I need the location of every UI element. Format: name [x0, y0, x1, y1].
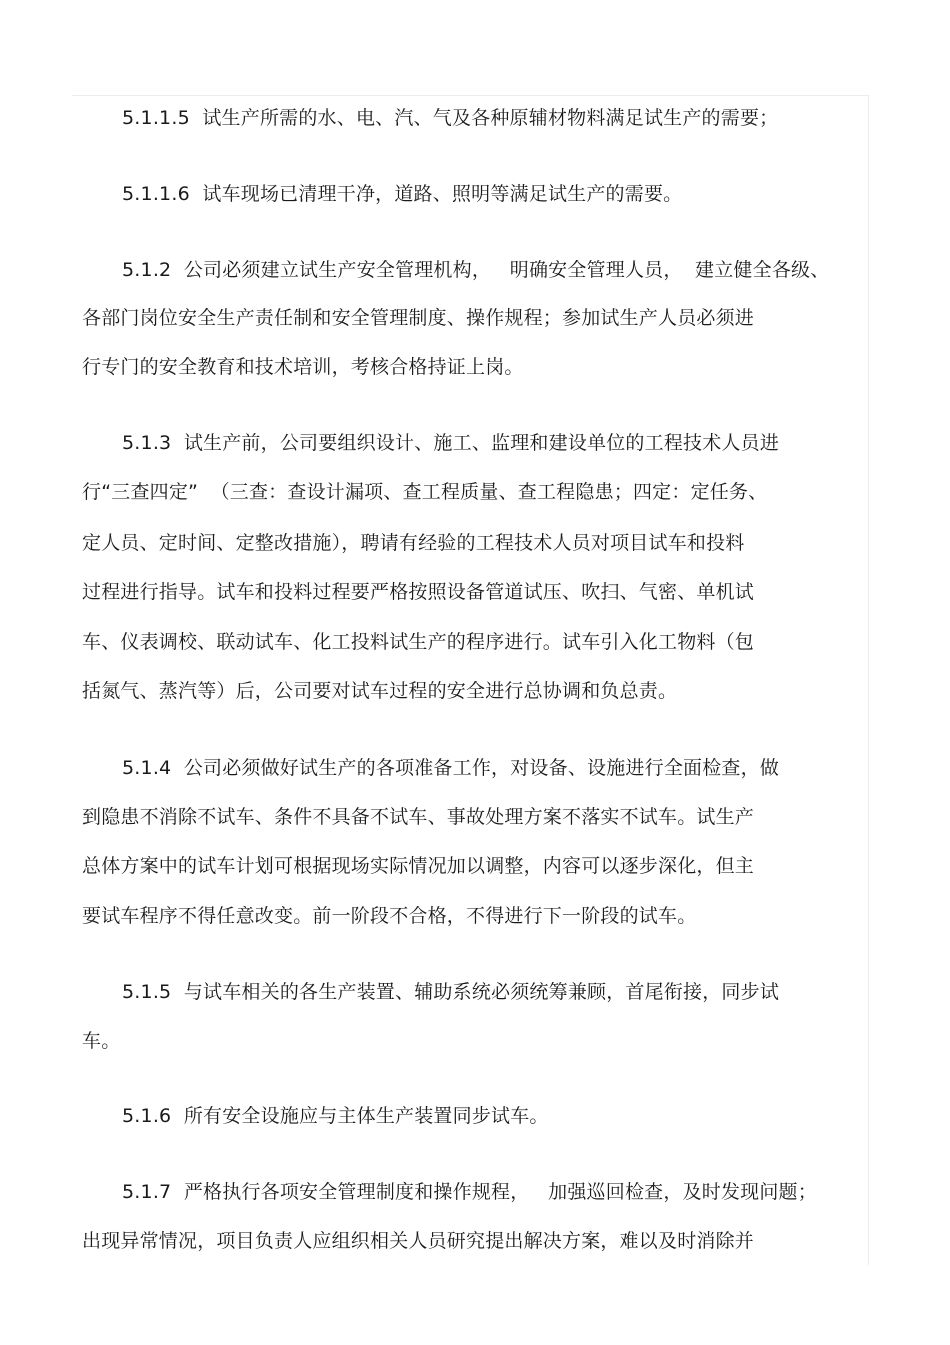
clause-5-1-3-line-1: 5.1.3 试生产前，公司要组织设计、施工、监理和建设单位的工程技术人员进 — [122, 432, 780, 454]
clause-5-1-4-line-3: 总体方案中的试车计划可根据现场实际情况加以调整，内容可以逐步深化，但主 — [82, 855, 755, 877]
clause-5-1-1-6-line-1: 5.1.1.6 试车现场已清理干净，道路、照明等满足试生产的需要。 — [122, 183, 683, 205]
clause-5-1-3-line-5: 车、仪表调校、联动试车、化工投料试生产的程序进行。试车引入化工物料（包 — [82, 631, 755, 653]
clause-5-1-3-line-6: 括氮气、蒸汽等）后，公司要对试车过程的安全进行总协调和负总责。 — [82, 680, 678, 702]
clause-5-1-2-line-1: 5.1.2 公司必须建立试生产安全管理机构， 明确安全管理人员， 建立健全各级、 — [122, 259, 830, 281]
clause-5-1-3-line-4: 过程进行指导。试车和投料过程要严格按照设备管道试压、吹扫、气密、单机试 — [82, 581, 755, 603]
clause-5-1-7-line-2: 出现异常情况，项目负责人应组织相关人员研究提出解决方案，难以及时消除并 — [82, 1230, 755, 1252]
clause-5-1-4-line-1: 5.1.4 公司必须做好试生产的各项准备工作，对设备、设施进行全面检查，做 — [122, 757, 780, 779]
clause-5-1-5-line-1: 5.1.5 与试车相关的各生产装置、辅助系统必须统筹兼顾，首尾衔接，同步试 — [122, 981, 780, 1003]
clause-5-1-2-line-3: 行专门的安全教育和技术培训，考核合格持证上岗。 — [82, 356, 524, 378]
clause-5-1-4-line-2: 到隐患不消除不试车、条件不具备不试车、事故处理方案不落实不试车。试生产 — [82, 806, 755, 828]
clause-5-1-1-5-line-1: 5.1.1.5 试生产所需的水、电、汽、气及各种原辅材物料满足试生产的需要； — [122, 107, 779, 129]
clause-5-1-6-line-1: 5.1.6 所有安全设施应与主体生产装置同步试车。 — [122, 1105, 549, 1127]
clause-5-1-7-line-1: 5.1.7 严格执行各项安全管理制度和操作规程， 加强巡回检查，及时发现问题； — [122, 1181, 817, 1203]
clause-5-1-4-line-4: 要试车程序不得任意改变。前一阶段不合格，不得进行下一阶段的试车。 — [82, 905, 697, 927]
clause-5-1-3-line-3: 定人员、定时间、定整改措施），聘请有经验的工程技术人员对项目试车和投料 — [82, 532, 745, 554]
clause-5-1-3-line-2: 行“三查四定” （三查：查设计漏项、查工程质量、查工程隐患；四定：定任务、 — [82, 481, 768, 503]
clause-5-1-2-line-2: 各部门岗位安全生产责任制和安全管理制度、操作规程；参加试生产人员必须进 — [82, 307, 755, 329]
clause-5-1-5-line-2: 车。 — [82, 1030, 121, 1052]
